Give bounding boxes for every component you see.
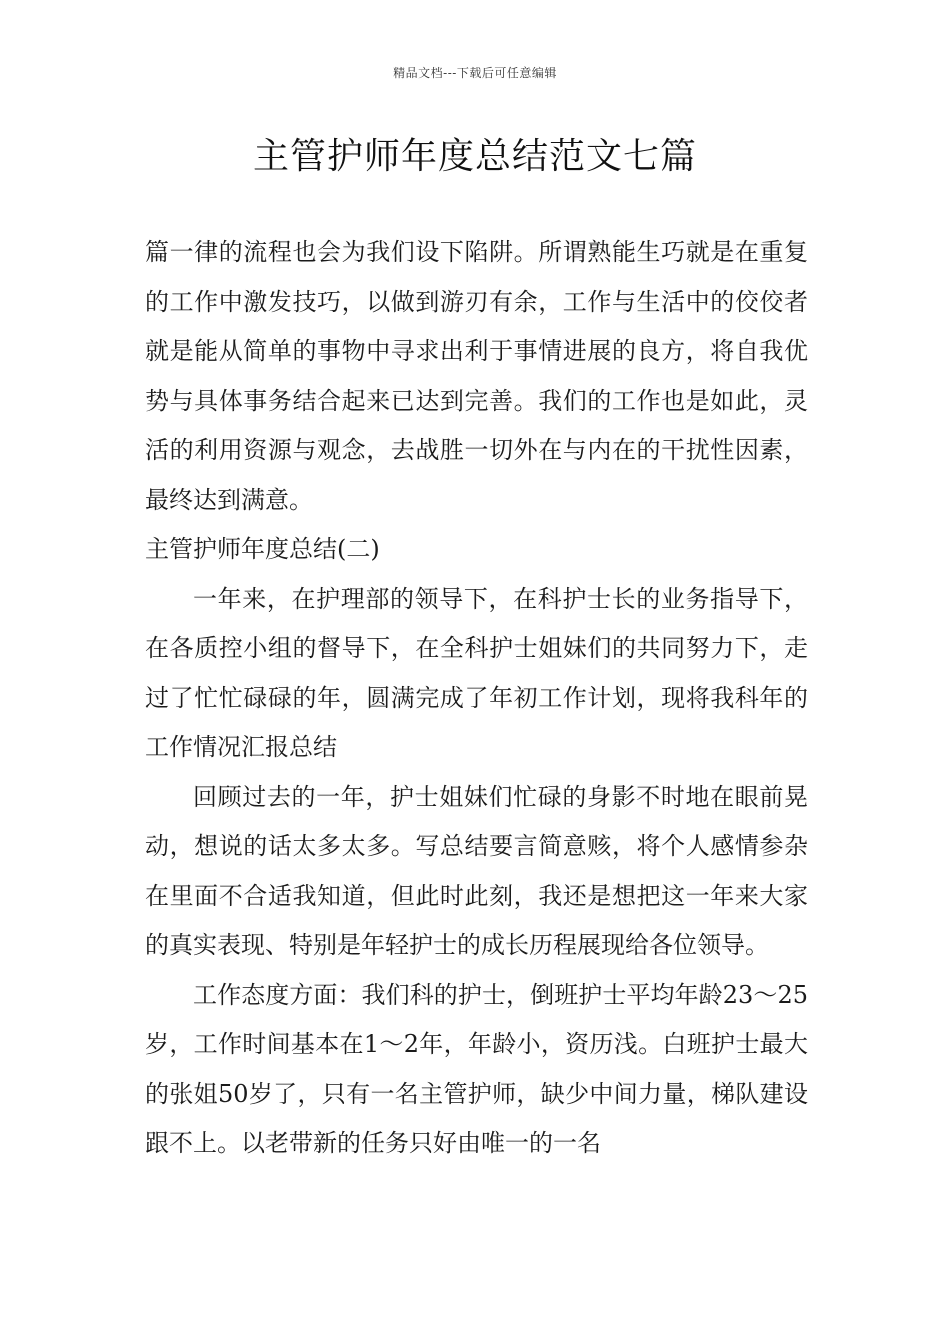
paragraph-1: 篇一律的流程也会为我们设下陷阱。所谓熟能生巧就是在重复的工作中激发技巧，以做到游刃有余，工作与生活中的佼佼者就是能从简单的事物中寻求出利于事情进展的良方，将自我优势与具体事务结合起来已达到完善。我们的工作也是如此，灵活的利用资源与观念，去战胜一切外在与内在的干扰性因素，最终达到满意。 — [145, 238, 808, 514]
document-body — [145, 228, 808, 1169]
header-note: 精品文档---下载后可任意编辑 — [393, 66, 557, 80]
document-title: 主管护师年度总结范文七篇 — [252, 136, 697, 177]
paragraph-2: 一年来，在护理部的领导下，在科护士长的业务指导下，在各质控小组的督导下，在全科护士姐妹们的共同努力下，走过了忙忙碌碌的年，圆满完成了年初工作计划，现将我科年的工作情况汇报总结 — [145, 584, 808, 761]
paragraph-4: 工作态度方面：我们科的护士，倒班护士平均年龄23～25岁，工作时间基本在1～2年，年龄小，资历浅。白班护士最大的张姐50岁了，只有一名主管护师，缺少中间力量，梯队建设跟不上。以老带新的任务只好由唯一的一名 — [145, 980, 808, 1157]
paragraph-3: 回顾过去的一年，护士姐妹们忙碌的身影不时地在眼前晃动，想说的话太多太多。写总结要言简意赅，将个人感情参杂在里面不合适我知道，但此时此刻，我还是想把这一年来大家的真实表现、特别是年轻护士的成长历程展现给各位领导。 — [145, 782, 808, 959]
section-heading-2: 主管护师年度总结(二) — [145, 535, 380, 563]
